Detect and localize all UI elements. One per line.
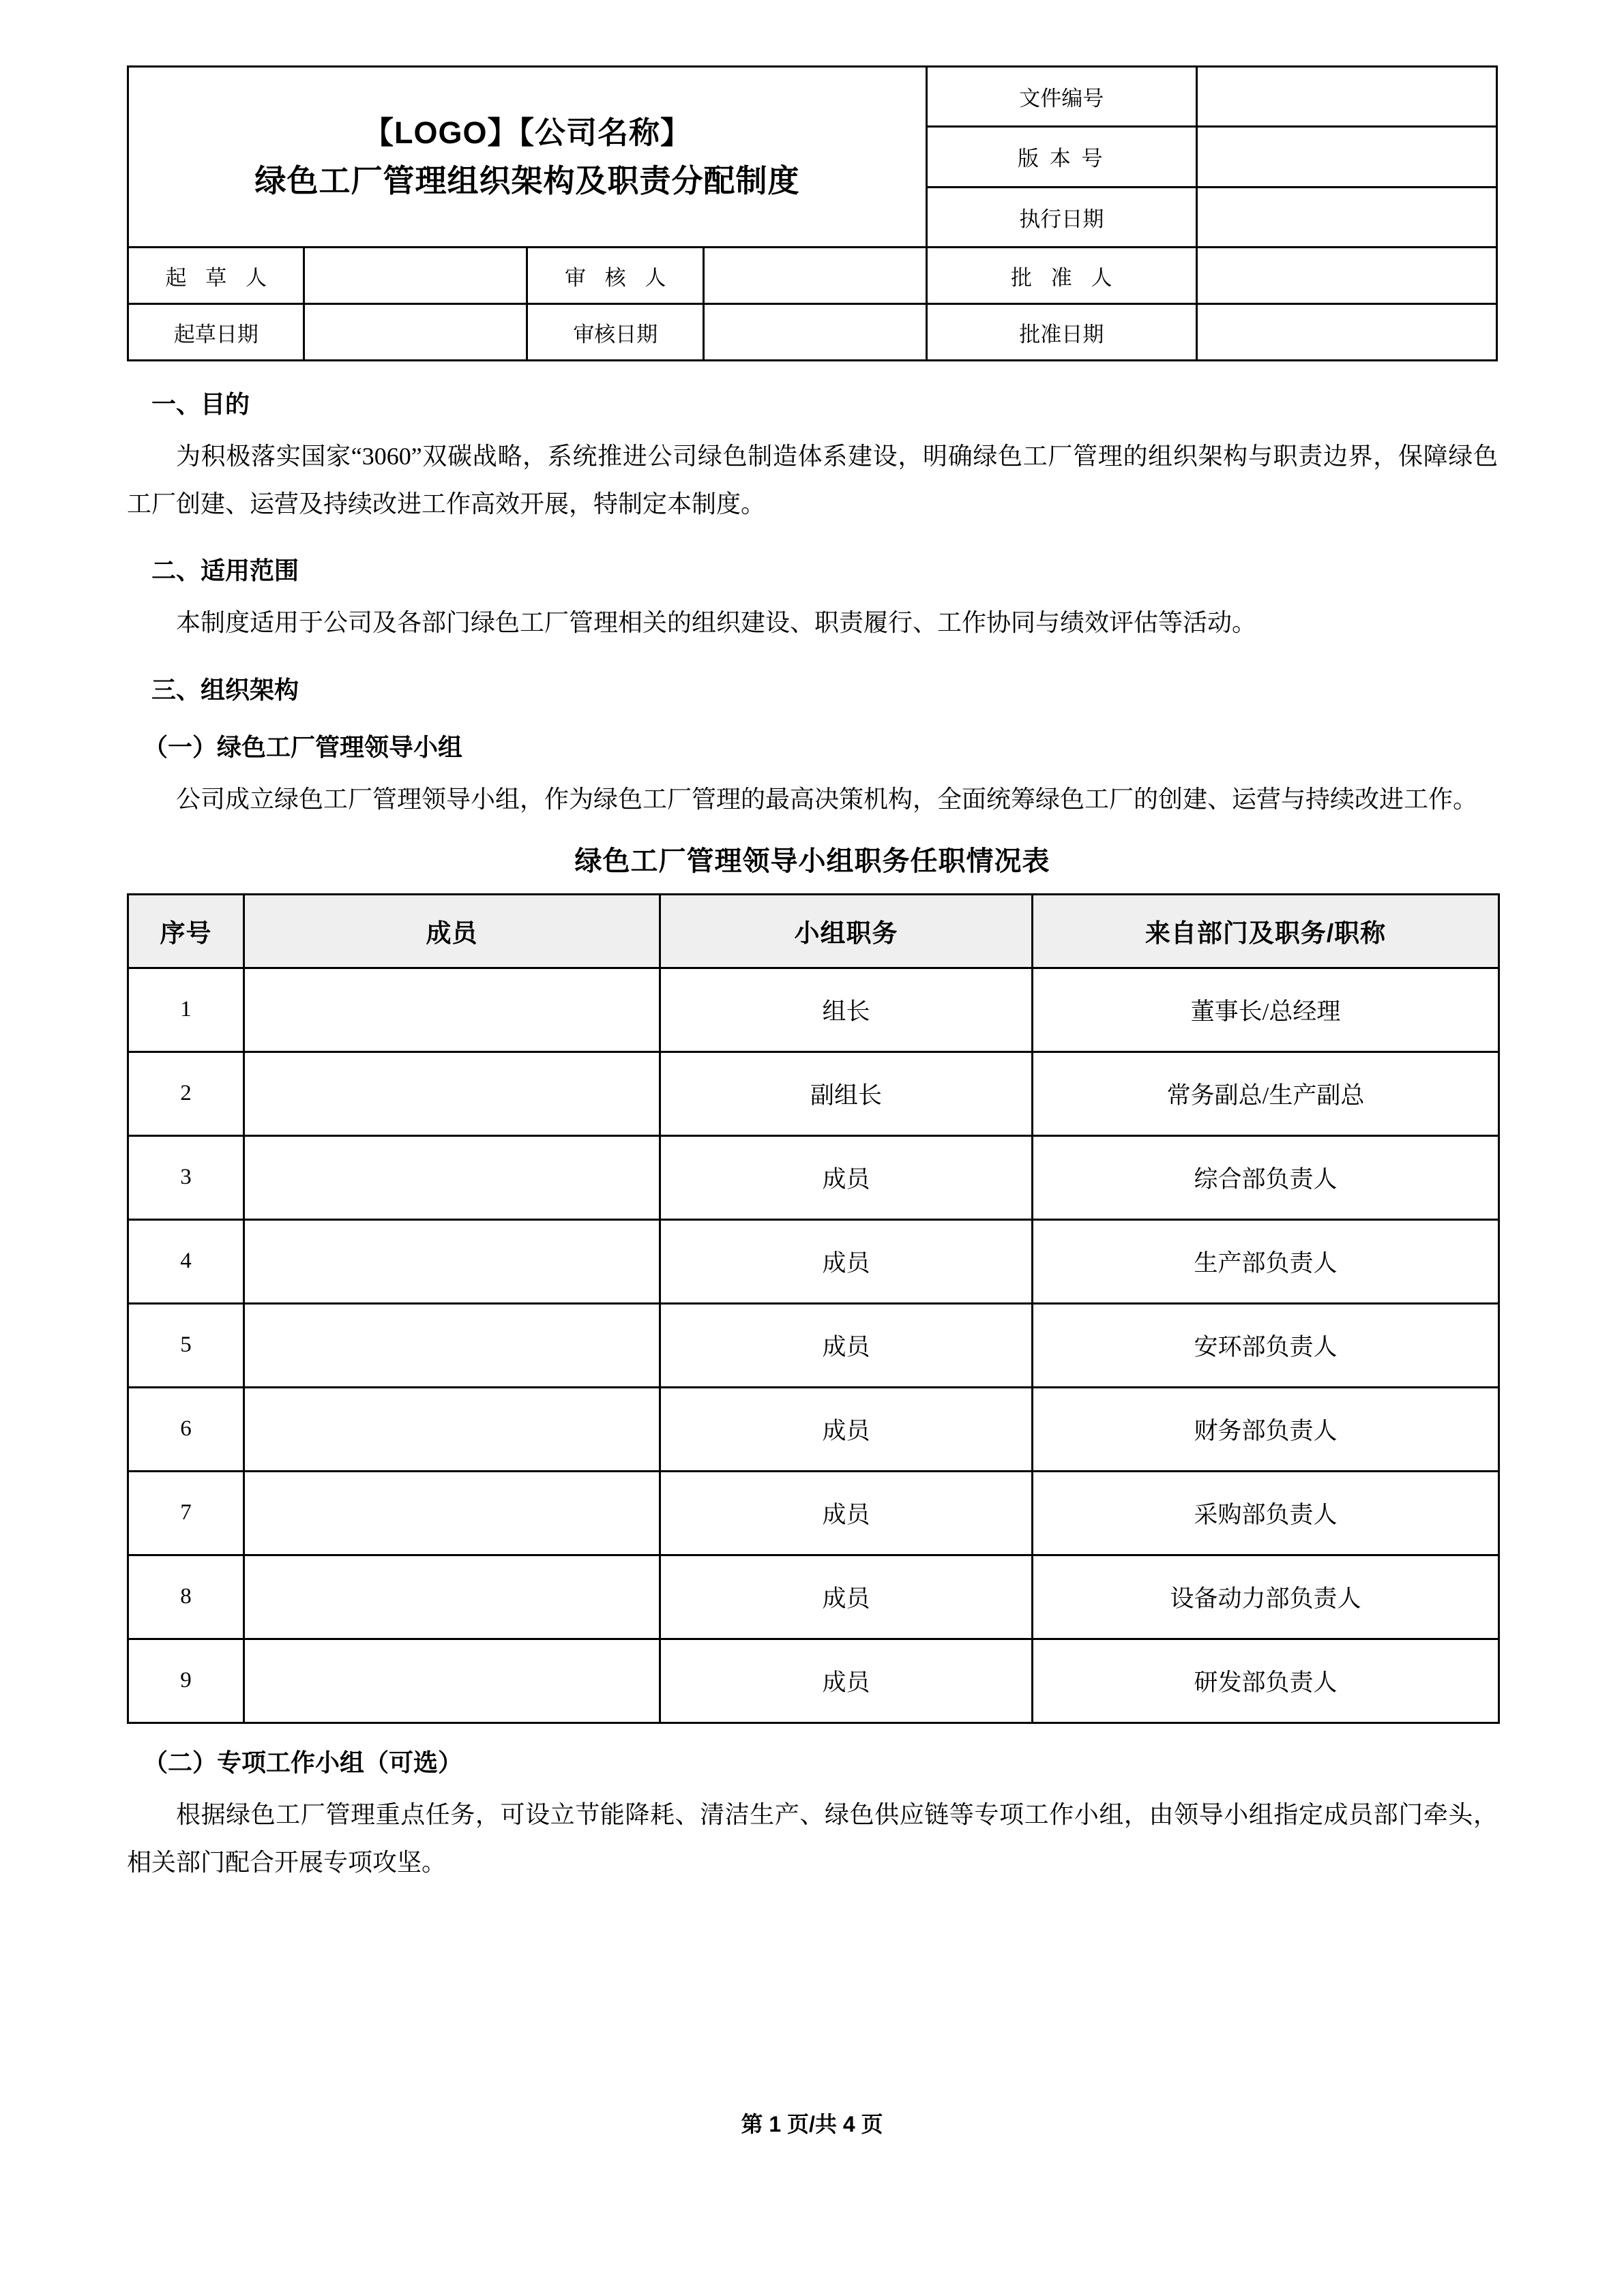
cell-group-role: 成员 bbox=[660, 1135, 1033, 1219]
cell-department-title: 常务副总/生产副总 bbox=[1033, 1052, 1499, 1135]
cell-department-title: 财务部负责人 bbox=[1033, 1387, 1499, 1471]
section-paragraph-scope: 本制度适用于公司及各部门绿色工厂管理相关的组织建设、职责履行、工作协同与绩效评估等活动。 bbox=[176, 609, 1257, 637]
table-row bbox=[128, 1639, 1499, 1723]
cell-group-role: 成员 bbox=[660, 1387, 1033, 1471]
table-row bbox=[128, 1555, 1499, 1639]
cell-index: 6 bbox=[128, 1387, 244, 1471]
cell-department-title: 设备动力部负责人 bbox=[1033, 1555, 1499, 1639]
label-drafter: 起 草 人 bbox=[128, 248, 304, 304]
value-reviewer[interactable] bbox=[703, 248, 926, 304]
subsection-paragraph-special-task-group: 根据绿色工厂管理重点任务，可设立节能降耗、清洁生产、绿色供应链等专项工作小组，由领导小组指定成员部门牵头，相关部门配合开展专项攻坚。 bbox=[127, 1800, 1498, 1876]
cell-index: 9 bbox=[128, 1639, 244, 1723]
cell-index: 8 bbox=[128, 1555, 244, 1639]
label-version: 版 本 号 bbox=[926, 127, 1196, 187]
cell-index: 5 bbox=[128, 1303, 244, 1387]
column-header-index: 序号 bbox=[128, 894, 244, 968]
cell-department-title: 安环部负责人 bbox=[1033, 1303, 1499, 1387]
table-header-row bbox=[128, 894, 1499, 968]
section-heading-organization: 三、组织架构 bbox=[151, 675, 299, 704]
cell-group-role: 成员 bbox=[660, 1219, 1033, 1303]
cell-member[interactable] bbox=[244, 1219, 660, 1303]
label-effective-date: 执行日期 bbox=[926, 187, 1196, 247]
label-doc-no: 文件编号 bbox=[926, 67, 1196, 127]
subsection-paragraph-leading-group: 公司成立绿色工厂管理领导小组，作为绿色工厂管理的最高决策机构，全面统筹绿色工厂的创建、运营与持续改进工作。 bbox=[176, 785, 1478, 813]
cell-group-role: 副组长 bbox=[660, 1052, 1033, 1135]
cell-member[interactable] bbox=[244, 968, 660, 1052]
section-heading-purpose: 一、目的 bbox=[151, 390, 250, 418]
table-row bbox=[128, 968, 1499, 1052]
value-effective-date[interactable] bbox=[1196, 187, 1496, 247]
section-paragraph-purpose: 为积极落实国家“3060”双碳战略，系统推进公司绿色制造体系建设，明确绿色工厂管理的组织架构与职责边界，保障绿色工厂创建、运营及持续改进工作高效开展，特制定本制度。 bbox=[127, 443, 1498, 518]
signature-row-date bbox=[128, 304, 1497, 361]
cell-department-title: 董事长/总经理 bbox=[1033, 968, 1499, 1052]
cell-group-role: 成员 bbox=[660, 1555, 1033, 1639]
column-header-member: 成员 bbox=[244, 894, 660, 968]
table-row bbox=[128, 1471, 1499, 1555]
label-draft-date: 起草日期 bbox=[128, 304, 304, 361]
cell-member[interactable] bbox=[244, 1639, 660, 1723]
cell-index: 7 bbox=[128, 1471, 244, 1555]
column-header-group-role: 小组职务 bbox=[660, 894, 1033, 968]
cell-member[interactable] bbox=[244, 1135, 660, 1219]
cell-group-role: 成员 bbox=[660, 1639, 1033, 1723]
document-title-line: 绿色工厂管理组织架构及职责分配制度 bbox=[254, 163, 800, 199]
value-review-date[interactable] bbox=[703, 304, 926, 361]
subsection-heading-special-task-group: （二）专项工作小组（可选） bbox=[143, 1748, 463, 1776]
member-table-caption: 绿色工厂管理领导小组职务任职情况表 bbox=[574, 846, 1050, 876]
value-approver[interactable] bbox=[1196, 248, 1496, 304]
label-approve-date: 批准日期 bbox=[926, 304, 1196, 361]
document-header-table bbox=[127, 65, 1498, 361]
subsection-heading-leading-group: （一）绿色工厂管理领导小组 bbox=[143, 732, 463, 761]
cell-group-role: 组长 bbox=[660, 968, 1033, 1052]
table-row bbox=[128, 1303, 1499, 1387]
cell-group-role: 成员 bbox=[660, 1471, 1033, 1555]
header-row-doc-no bbox=[128, 67, 1497, 127]
cell-department-title: 生产部负责人 bbox=[1033, 1219, 1499, 1303]
table-row bbox=[128, 1219, 1499, 1303]
label-approver: 批 准 人 bbox=[926, 248, 1196, 304]
section-heading-scope: 二、适用范围 bbox=[151, 556, 299, 585]
document-title-cell bbox=[128, 67, 927, 248]
cell-member[interactable] bbox=[244, 1555, 660, 1639]
page-number-label: 第 1 页/共 4 页 bbox=[741, 2112, 883, 2136]
member-table-body bbox=[128, 968, 1499, 1723]
cell-group-role: 成员 bbox=[660, 1303, 1033, 1387]
company-logo-line: 【LOGO】【公司名称】 bbox=[362, 115, 692, 151]
label-review-date: 审核日期 bbox=[527, 304, 703, 361]
table-row bbox=[128, 1052, 1499, 1135]
table-row bbox=[128, 1387, 1499, 1471]
label-reviewer: 审 核 人 bbox=[527, 248, 703, 304]
cell-department-title: 综合部负责人 bbox=[1033, 1135, 1499, 1219]
signature-row-person bbox=[128, 248, 1497, 304]
cell-index: 3 bbox=[128, 1135, 244, 1219]
value-draft-date[interactable] bbox=[304, 304, 527, 361]
member-roster-table bbox=[127, 893, 1500, 1724]
cell-member[interactable] bbox=[244, 1303, 660, 1387]
value-doc-no[interactable] bbox=[1196, 67, 1496, 127]
value-version[interactable] bbox=[1196, 127, 1496, 187]
value-approve-date[interactable] bbox=[1196, 304, 1496, 361]
page-content bbox=[127, 0, 1498, 1886]
cell-department-title: 研发部负责人 bbox=[1033, 1639, 1499, 1723]
page-footer bbox=[0, 2107, 1624, 2138]
cell-index: 4 bbox=[128, 1219, 244, 1303]
cell-index: 1 bbox=[128, 968, 244, 1052]
cell-index: 2 bbox=[128, 1052, 244, 1135]
value-drafter[interactable] bbox=[304, 248, 527, 304]
cell-member[interactable] bbox=[244, 1471, 660, 1555]
cell-member[interactable] bbox=[244, 1052, 660, 1135]
column-header-department-title: 来自部门及职务/职称 bbox=[1033, 894, 1499, 968]
cell-member[interactable] bbox=[244, 1387, 660, 1471]
cell-department-title: 采购部负责人 bbox=[1033, 1471, 1499, 1555]
table-row bbox=[128, 1135, 1499, 1219]
